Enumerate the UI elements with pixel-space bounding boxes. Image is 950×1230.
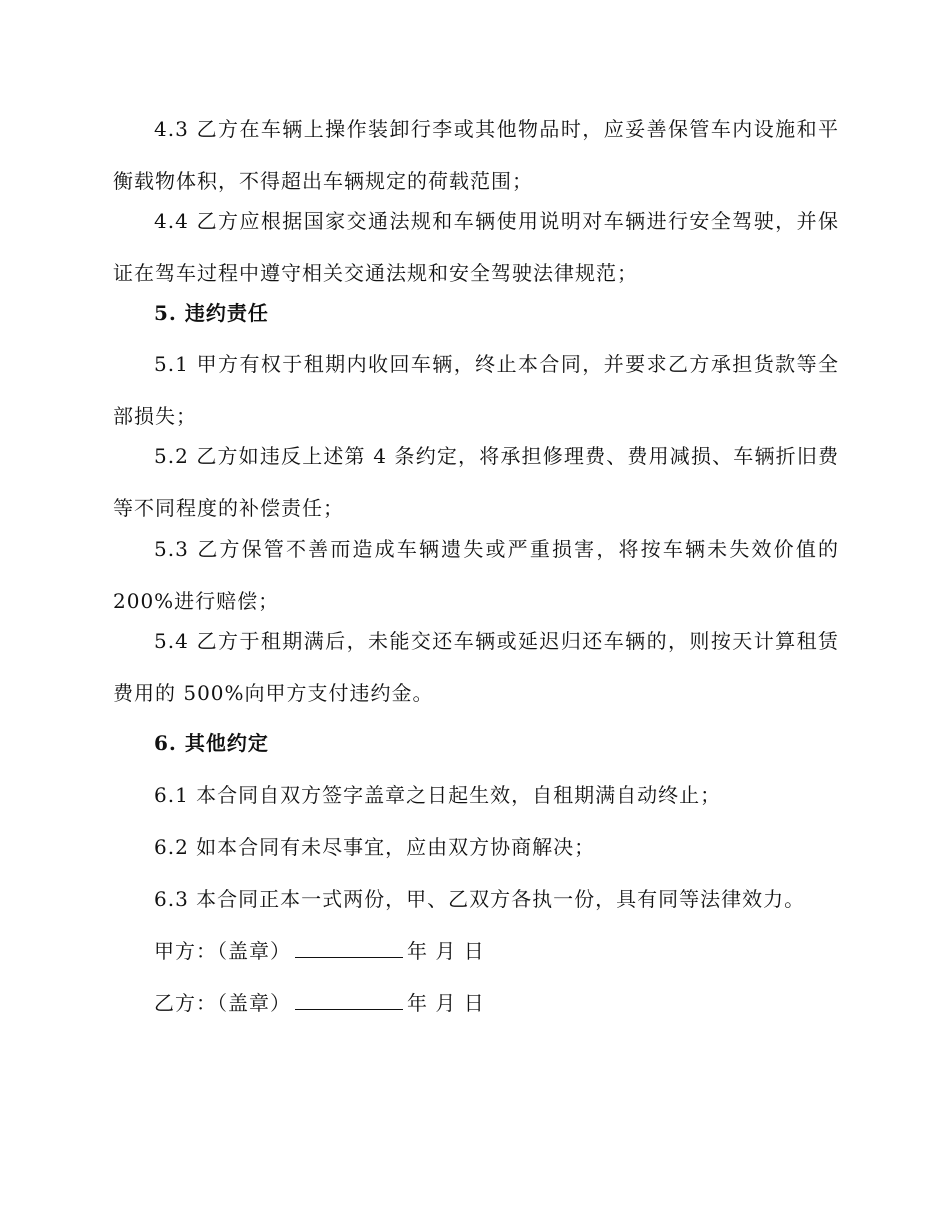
clause-5-1: 5.1 甲方有权于租期内收回车辆，终止本合同，并要求乙方承担货款等全部损失； [113,352,839,428]
clause-6-3: 6.3 本合同正本一式两份，甲、乙双方各执一份，具有同等法律效力。 [154,887,806,911]
section-6-heading: 6. 其他约定 [154,731,269,755]
clause-4-3: 4.3 乙方在车辆上操作装卸行李或其他物品时，应妥善保管车内设施和平衡载物体积，不得超出车辆规定的荷载范围； [113,117,839,193]
party-b-label: 乙方：（盖章） [154,991,291,1015]
clause-6-1: 6.1 本合同自双方签字盖章之日起生效，自租期满自动终止； [154,783,722,807]
party-a-signature-blank [295,939,403,958]
section-5-heading: 5. 违约责任 [154,301,269,325]
clause-5-2: 5.2 乙方如违反上述第 4 条约定，将承担修理费、费用减损、车辆折旧费等不同程度的补偿责任； [113,444,839,520]
clause-5-4: 5.4 乙方于租期满后，未能交还车辆或延迟归还车辆的，则按天计算租赁费用的 500%向甲方支付违约金。 [113,629,839,705]
party-b-signature-line [154,977,485,1029]
clause-5-3: 5.3 乙方保管不善而造成车辆遗失或严重损害，将按车辆未失效价值的 200%进行赔偿； [113,537,839,613]
clause-6-2: 6.2 如本合同有未尽事宜，应由双方协商解决； [154,835,596,859]
party-b-signature-blank [295,991,403,1010]
party-a-date: 年 月 日 [407,939,485,963]
party-b-date: 年 月 日 [407,991,485,1015]
party-a-label: 甲方：（盖章） [154,939,291,963]
clause-4-4: 4.4 乙方应根据国家交通法规和车辆使用说明对车辆进行安全驾驶，并保证在驾车过程中遵守相关交通法规和安全驾驶法律规范； [113,209,839,285]
party-a-signature-line [154,925,485,977]
